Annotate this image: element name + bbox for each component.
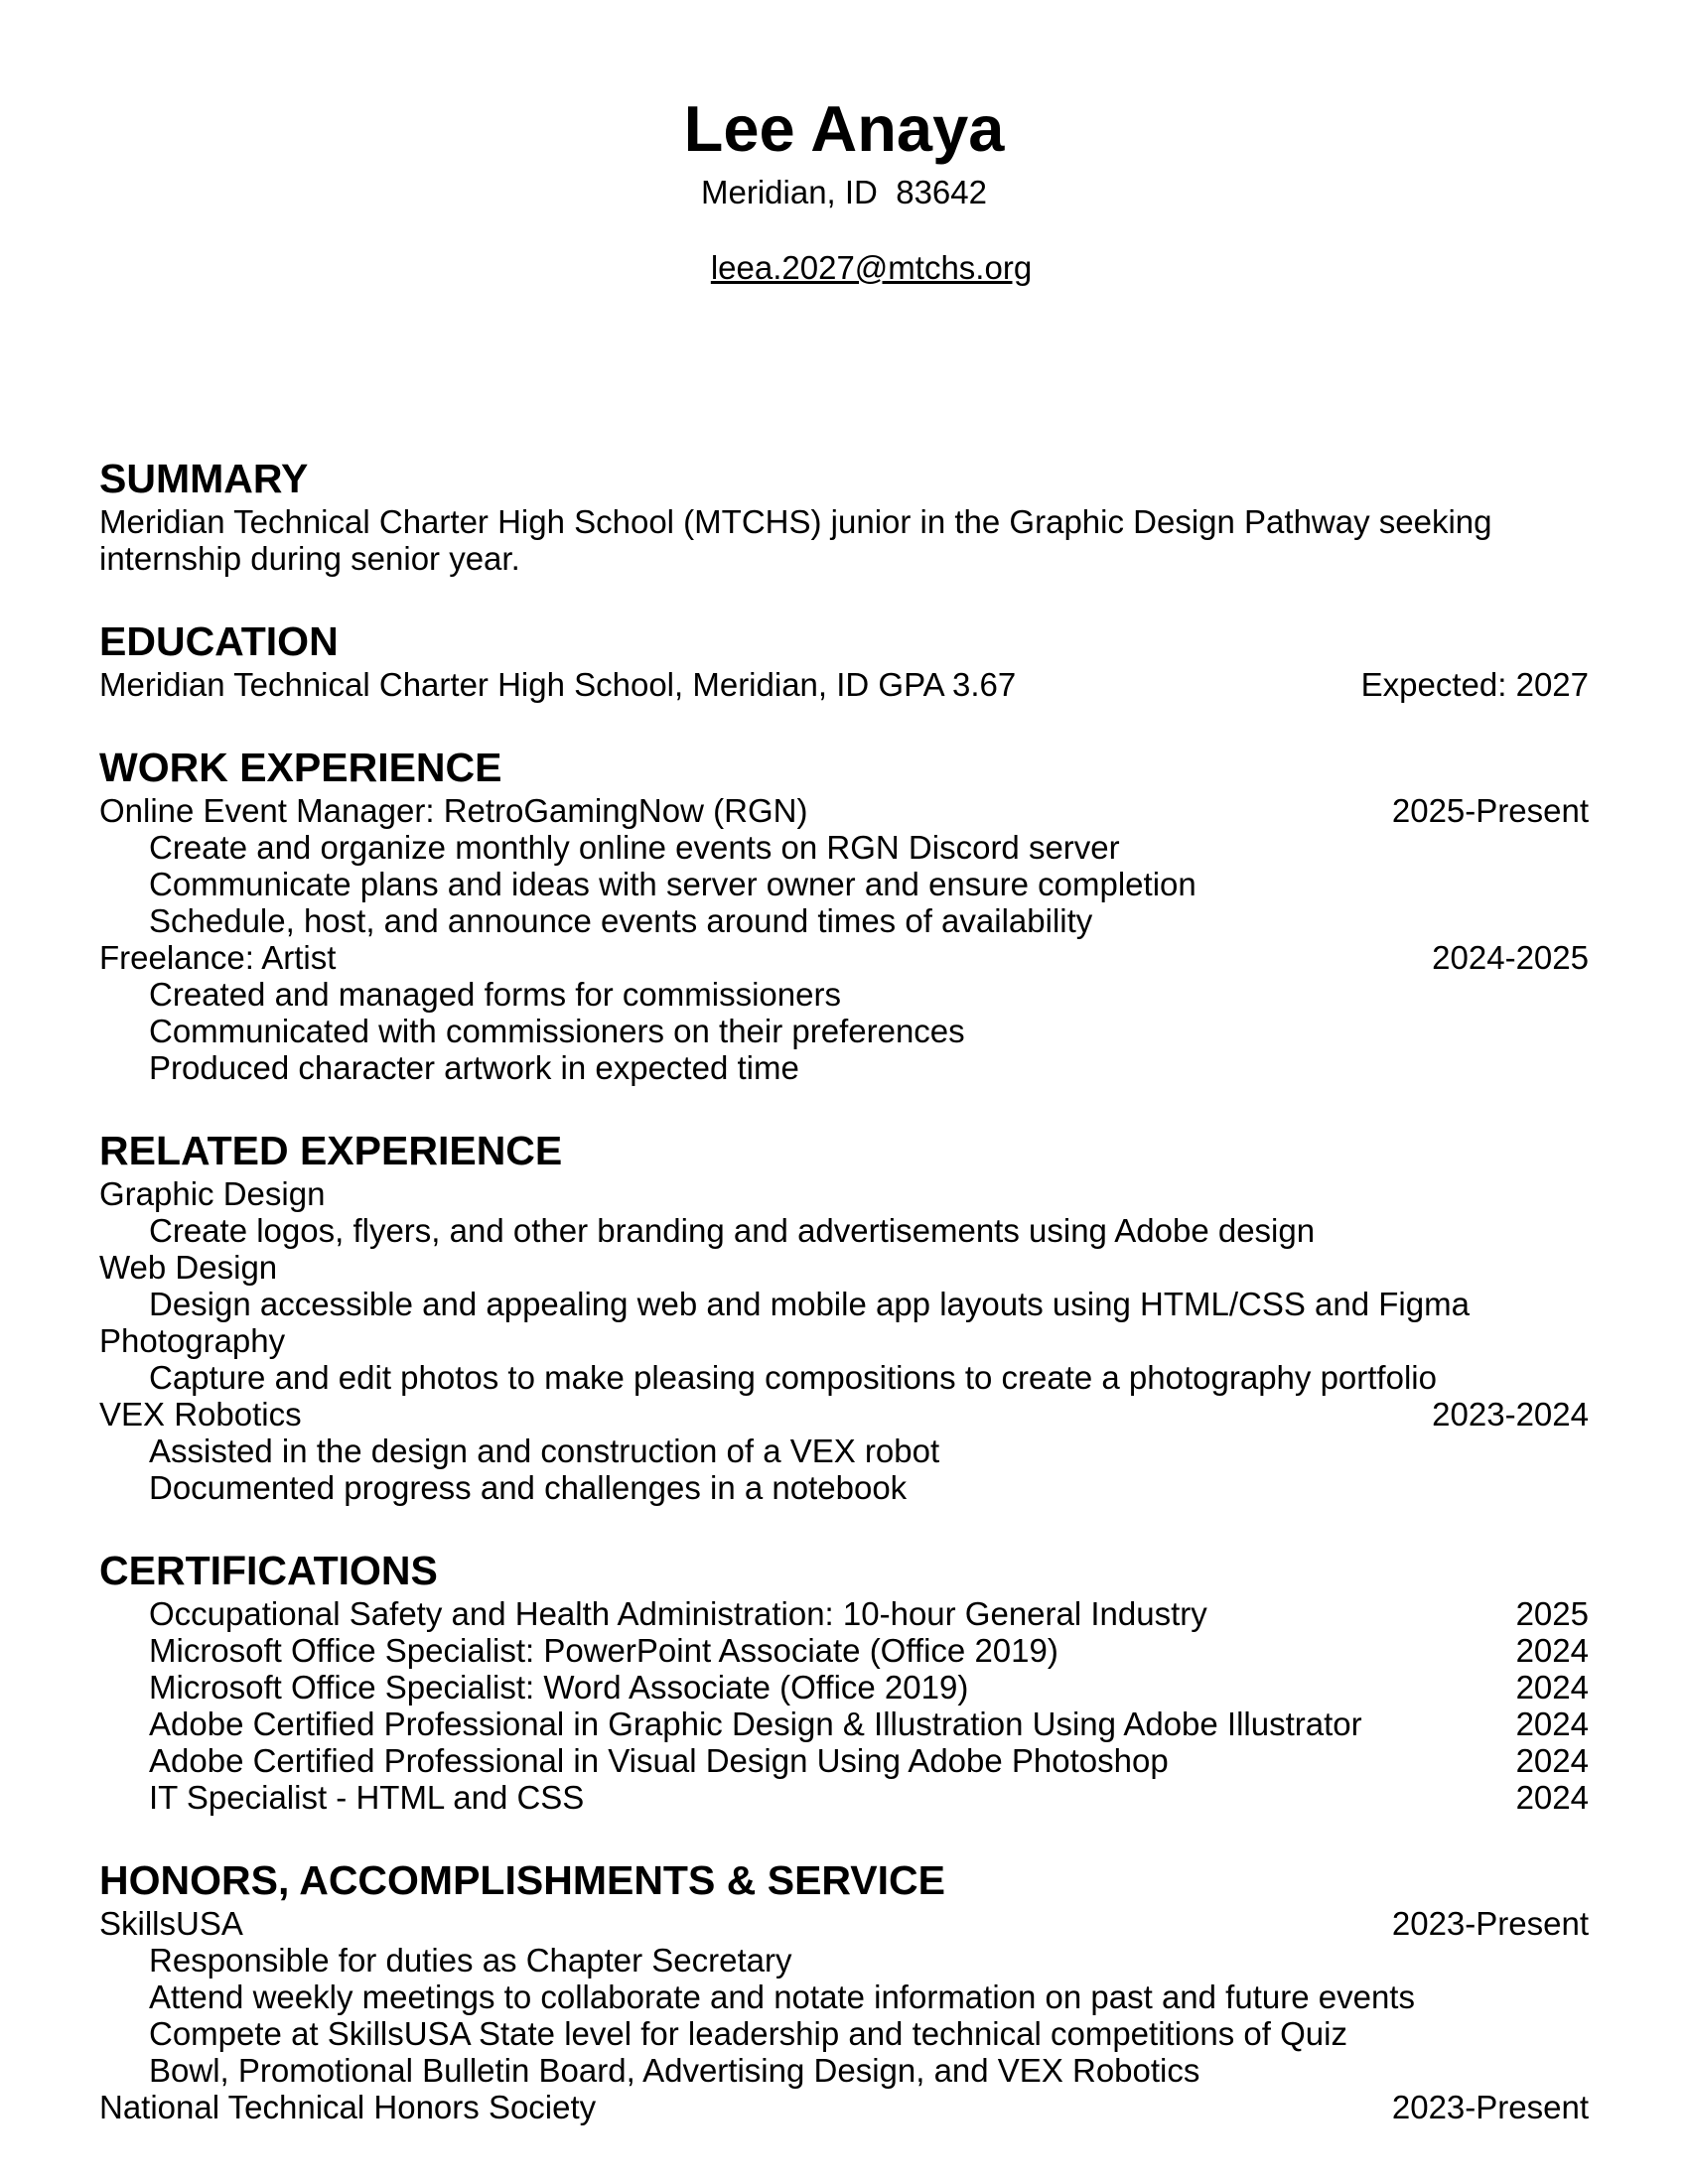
related-heading: RELATED EXPERIENCE <box>99 1128 563 1173</box>
location-text: Meridian, ID 83642 <box>701 174 987 210</box>
section-honors <box>99 1855 1589 2125</box>
certification-year: 2024 <box>1515 1669 1589 1706</box>
honor-row <box>99 1905 1589 1942</box>
certification-row <box>149 1742 1589 1779</box>
job-row <box>99 792 1589 829</box>
certification-name: Occupational Safety and Health Administration: 10-hour General Industry <box>149 1595 1207 1632</box>
honor-row <box>99 2089 1589 2125</box>
certifications-heading: CERTIFICATIONS <box>99 1548 438 1593</box>
certification-year: 2025 <box>1515 1595 1589 1632</box>
honor-date: 2023-Present <box>1391 2089 1589 2125</box>
job-title: Online Event Manager: RetroGamingNow (RGN) <box>99 792 808 829</box>
job-bullet: Produced character artwork in expected time <box>149 1049 799 1086</box>
certification-year: 2024 <box>1515 1632 1589 1669</box>
certification-row <box>149 1779 1589 1816</box>
related-title: VEX Robotics <box>99 1396 302 1433</box>
honor-bullet: Attend weekly meetings to collaborate and notate information on past and future events <box>149 1979 1415 2015</box>
related-title: Photography <box>99 1322 286 1359</box>
certification-year: 2024 <box>1515 1742 1589 1779</box>
section-work <box>99 743 1589 1086</box>
email-link[interactable]: leea.2027@mtchs.org <box>710 249 1033 286</box>
certification-year: 2024 <box>1515 1706 1589 1742</box>
job-bullet: Create and organize monthly online events on RGN Discord server <box>149 829 1120 866</box>
honor-title: National Technical Honors Society <box>99 2089 597 2125</box>
related-row <box>99 1249 1589 1286</box>
education-row <box>99 666 1589 703</box>
certification-name: Adobe Certified Professional in Graphic Design & Illustration Using Adobe Illustrator <box>149 1706 1362 1742</box>
summary-heading: SUMMARY <box>99 456 309 501</box>
related-row <box>99 1175 1589 1212</box>
education-date: Expected: 2027 <box>1360 666 1589 703</box>
certification-name: IT Specialist - HTML and CSS <box>149 1779 585 1816</box>
certification-row <box>149 1706 1589 1742</box>
job-bullet: Created and managed forms for commissioners <box>149 976 841 1013</box>
job-bullet: Communicate plans and ideas with server owner and ensure completion <box>149 866 1196 902</box>
certification-year: 2024 <box>1515 1779 1589 1816</box>
certification-name: Microsoft Office Specialist: PowerPoint Associate (Office 2019) <box>149 1632 1058 1669</box>
school-name: Meridian Technical Charter High School, Meridian, ID GPA 3.67 <box>99 666 1017 703</box>
resume-name: Lee Anaya <box>683 92 1005 165</box>
section-education <box>99 616 1589 703</box>
related-date: 2023-2024 <box>1432 1396 1589 1433</box>
honor-bullet: Responsible for duties as Chapter Secretary <box>149 1942 792 1979</box>
section-related <box>99 1126 1589 1506</box>
job-date: 2024-2025 <box>1432 939 1589 976</box>
related-title: Graphic Design <box>99 1175 326 1212</box>
related-bullet: Design accessible and appealing web and mobile app layouts using HTML/CSS and Figma <box>149 1286 1470 1322</box>
section-summary <box>99 454 1589 577</box>
related-title: Web Design <box>99 1249 278 1286</box>
certification-row <box>149 1632 1589 1669</box>
honor-title: SkillsUSA <box>99 1905 243 1942</box>
job-date: 2025-Present <box>1391 792 1589 829</box>
certification-name: Adobe Certified Professional in Visual Design Using Adobe Photoshop <box>149 1742 1169 1779</box>
job-bullet: Schedule, host, and announce events around times of availability <box>149 902 1093 939</box>
related-bullet: Assisted in the design and construction of a VEX robot <box>149 1433 940 1469</box>
related-bullet: Capture and edit photos to make pleasing compositions to create a photography portfolio <box>149 1359 1437 1396</box>
honor-bullet: Compete at SkillsUSA State level for leadership and technical competitions of Quiz Bowl, Promotional Bulletin Board, Advertising Design, and VEX Robotics <box>149 2015 1347 2089</box>
honor-date: 2023-Present <box>1391 1905 1589 1942</box>
certification-row <box>149 1669 1589 1706</box>
work-heading: WORK EXPERIENCE <box>99 745 502 790</box>
section-certifications <box>99 1546 1589 1816</box>
related-row <box>99 1322 1589 1359</box>
job-title: Freelance: Artist <box>99 939 337 976</box>
summary-text: Meridian Technical Charter High School (MTCHS) junior in the Graphic Design Pathway seeking internship during senior year. <box>99 503 1492 577</box>
job-row <box>99 939 1589 976</box>
related-bullet: Create logos, flyers, and other branding and advertisements using Adobe design <box>149 1212 1316 1249</box>
honors-heading: HONORS, ACCOMPLISHMENTS & SERVICE <box>99 1857 945 1903</box>
education-heading: EDUCATION <box>99 618 339 664</box>
header <box>99 94 1589 325</box>
related-row <box>99 1396 1589 1433</box>
related-bullet: Documented progress and challenges in a notebook <box>149 1469 908 1506</box>
certification-name: Microsoft Office Specialist: Word Associate (Office 2019) <box>149 1669 969 1706</box>
certification-row <box>149 1595 1589 1632</box>
job-bullet: Communicated with commissioners on their preferences <box>149 1013 965 1049</box>
